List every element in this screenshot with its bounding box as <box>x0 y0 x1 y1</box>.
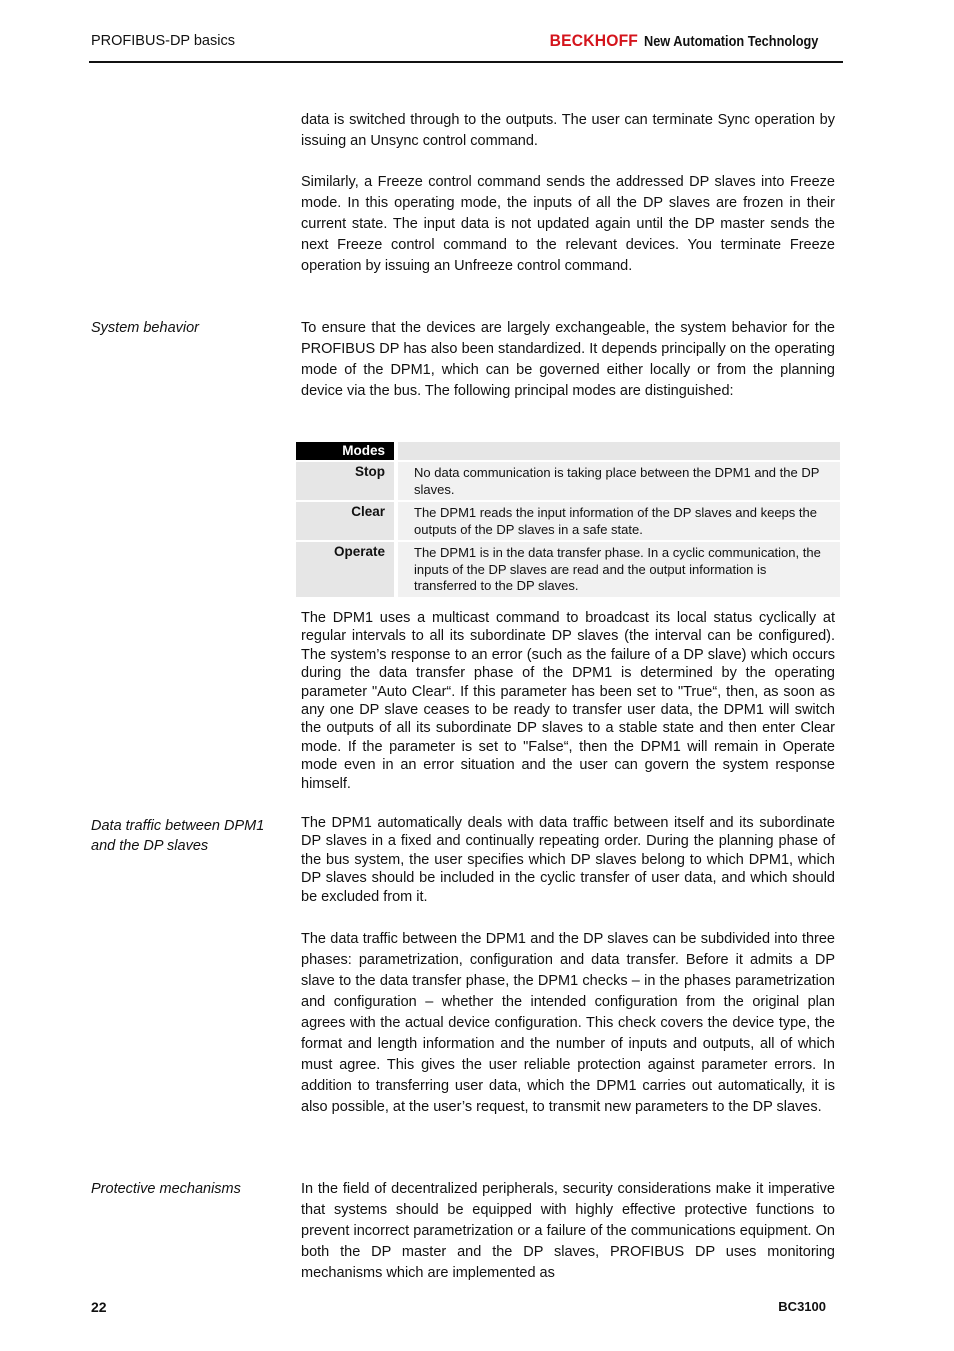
side-heading-data-traffic: Data traffic between DPM1 and the DP slaves <box>91 818 265 854</box>
paragraph-system-behavior: To ensure that the devices are largely exchangeable, the system behavior for the PROFIBUS DP has also been standardized. It depends principally on the operating mode of the DPM1, which can be governed either locally or from the planning device via the bus. The following principal modes are distinguished: <box>301 320 835 399</box>
header-section-title: PROFIBUS-DP basics <box>91 33 235 49</box>
modes-table-header <box>296 442 840 460</box>
paragraph-sync: data is switched through to the outputs. The user can terminate Sync operation by issuing an Unsync control command. <box>301 112 835 149</box>
paragraph-auto-clear: The DPM1 uses a multicast command to broadcast its local status cyclically at regular intervals to all its subordinate DP slaves (the interval can be configured). The system’s response to an error (such as the failure of a DP slave) which occurs during the data transfer phase of the DPM1 is determined by the operating parameter "Auto Clear“. If this parameter has been set to "True“, then, as soon as any one DP slave ceases to be ready to transfer user data, the DPM1 will switch the outputs of all its subordinate DP slaves to a stable state and then enter Clear mode. If the parameter is set to "False“, then the DPM1 will remain in Operate mode even in an error situation and the user can govern the system response himself. <box>301 610 835 792</box>
modes-table <box>296 442 840 597</box>
side-heading-protective: Protective mechanisms <box>91 1181 241 1197</box>
table-row <box>296 462 840 500</box>
mode-description: The DPM1 is in the data transfer phase. In a cyclic communication, the inputs of the DP slaves are read and the output information is transferred to the DP slaves. <box>398 542 840 597</box>
mode-name: Stop <box>296 462 394 500</box>
paragraph-freeze: Similarly, a Freeze control command sends the addressed DP slaves into Freeze mode. In this operating mode, the inputs of all the DP slaves are frozen in their current state. The input data is not updated again until the DP master sends the next Freeze control command to the relevant devices. You terminate Freeze operation by issuing an Unfreeze control command. <box>301 174 835 274</box>
paragraph-data-traffic: The DPM1 automatically deals with data traffic between itself and its subordinate DP slaves in a fixed and continually repeating order. During the planning phase of the bus system, the user specifies which DP slaves belong to which DPM1, which DP slaves should be included in the cyclic transfer of user data, and which should be excluded from it. <box>301 815 835 905</box>
mode-description: The DPM1 reads the input information of the DP slaves and keeps the outputs of the DP slaves in a safe state. <box>398 502 840 540</box>
mode-description: No data communication is taking place between the DPM1 and the DP slaves. <box>398 462 840 500</box>
side-heading-system-behavior: System behavior <box>91 320 199 336</box>
brand-logo: BECKHOFF <box>549 31 638 50</box>
product-name: BC3100 <box>778 1299 826 1314</box>
paragraph-phases: The data traffic between the DPM1 and the DP slaves can be subdivided into three phases: parametrization, configuration and data transfer. Before it admits a DP slave to the data transfer phase, the DPM1 checks – in the phases parametrization and configuration – whether the intended configuration from the original plan agrees with the actual device configuration. This check covers the device type, the format and length information and the number of inputs and outputs, all of which must agree. This gives the user reliable protection against parameter errors. In addition to transferring user data, which the DPM1 carries out automatically, it is also possible, at the user’s request, to transmit new parameters to the DP slaves. <box>301 931 835 1115</box>
header-rule <box>89 61 843 63</box>
brand-tagline: New Automation Technology <box>643 34 819 50</box>
modes-header-label: Modes <box>296 442 394 460</box>
table-row <box>296 542 840 597</box>
mode-name: Operate <box>296 542 394 597</box>
modes-header-fill <box>398 442 840 460</box>
page-number: 22 <box>91 1299 107 1315</box>
table-row <box>296 502 840 540</box>
paragraph-protective: In the field of decentralized peripherals, security considerations make it imperative that systems should be equipped with highly effective protective functions to prevent incorrect parametrization or a failure of the communications equipment. On both the DP master and the DP slaves, PROFIBUS DP uses monitoring mechanisms which are implemented as <box>301 1181 835 1281</box>
brand <box>542 31 842 51</box>
mode-name: Clear <box>296 502 394 540</box>
